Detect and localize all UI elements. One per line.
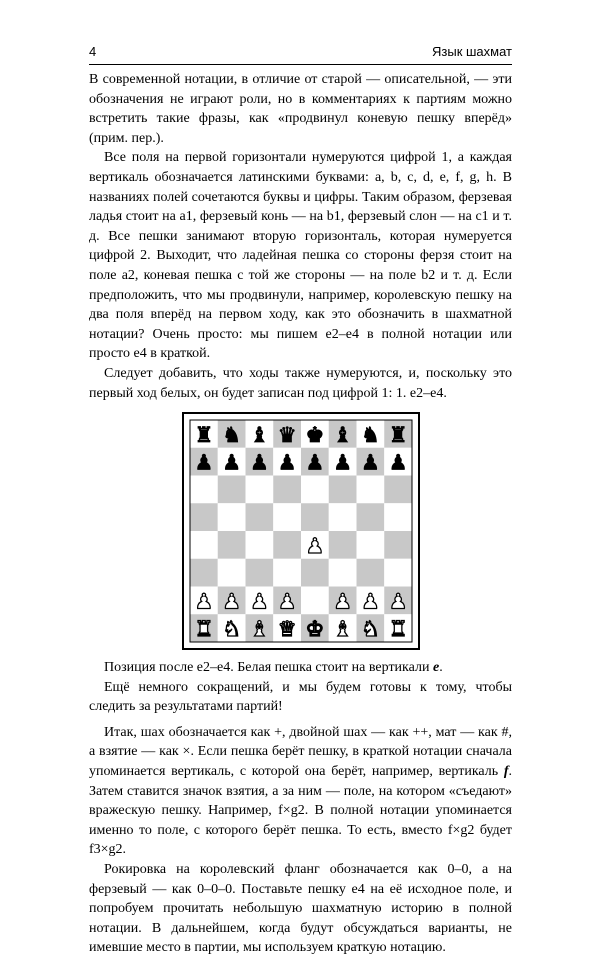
board-square xyxy=(190,503,218,531)
chessboard xyxy=(182,412,420,650)
board-square xyxy=(384,476,412,504)
black-pawn-icon: ♟ xyxy=(193,450,213,475)
board-square xyxy=(328,503,356,531)
black-pawn-icon: ♟ xyxy=(332,450,352,475)
board-square xyxy=(217,476,245,504)
board-square xyxy=(245,503,273,531)
paragraph-5 xyxy=(89,723,512,860)
white-bishop-icon: ♝ xyxy=(332,617,352,642)
board-square xyxy=(273,531,301,559)
board-square xyxy=(301,559,329,587)
board-square xyxy=(273,503,301,531)
paragraph-4: Ещё немного сокращений, и мы будем готовы к тому, чтобы следить за результатами партий! xyxy=(89,679,512,715)
black-pawn-icon: ♟ xyxy=(249,450,269,475)
white-rook-icon: ♜ xyxy=(388,617,408,642)
board-square xyxy=(190,559,218,587)
page-header xyxy=(89,44,512,62)
board-square xyxy=(384,531,412,559)
board-square xyxy=(273,476,301,504)
white-pawn-icon: ♟ xyxy=(277,589,297,614)
chessboard-figure xyxy=(89,412,512,650)
board-square xyxy=(384,503,412,531)
white-bishop-icon: ♝ xyxy=(249,617,269,642)
board-square xyxy=(273,559,301,587)
board-square xyxy=(384,559,412,587)
black-king-icon: ♚ xyxy=(304,422,324,447)
board-square xyxy=(245,476,273,504)
board-square xyxy=(356,476,384,504)
board-square xyxy=(356,559,384,587)
black-rook-icon: ♜ xyxy=(193,422,213,447)
running-head: Язык шахмат xyxy=(432,44,512,59)
board-square xyxy=(217,559,245,587)
board-square xyxy=(190,531,218,559)
white-pawn-icon: ♟ xyxy=(388,589,408,614)
white-pawn-icon: ♟ xyxy=(360,589,380,614)
board-caption xyxy=(89,658,512,678)
black-bishop-icon: ♝ xyxy=(249,422,269,447)
black-pawn-icon: ♟ xyxy=(360,450,380,475)
paragraph-5-file-letter: f xyxy=(503,764,509,780)
board-square xyxy=(301,476,329,504)
paragraph-2: Все поля на первой горизонтали нумеруются цифрой 1, а каждая вертикаль обозначается латинскими буквами: a, b, c, d, e, f, g, h. В названиях полей сочетаются буквы и цифры. Таким образом, ферзевая ладья стоит на a1, ферзевый конь — на b1, ферзевый слон — на c1 и т. д. Все пешки занимают вторую горизонталь, которая нумеруется цифрой 2. Выходит, что ладейная пешка со стороны ферзя стоит на поле a2, коневая пешка с той же стороны — на поле b2 и т. д. Если предположить, что мы продвинули, например, королевскую пешку на два поля вперёд на первом ходу, как это обозначить в шахматной нотации? Очень просто: мы пишем e2–e4 в полной нотации или просто e4 в краткой. xyxy=(89,150,512,362)
black-knight-icon: ♞ xyxy=(221,422,241,447)
white-pawn-icon: ♟ xyxy=(304,533,324,558)
caption-end: . xyxy=(439,660,443,676)
board-square xyxy=(217,503,245,531)
caption-text: Позиция после e2–e4. Белая пешка стоит на вертикали xyxy=(104,660,433,676)
white-pawn-icon: ♟ xyxy=(332,589,352,614)
page-number: 4 xyxy=(89,44,97,59)
board-square xyxy=(328,531,356,559)
white-knight-icon: ♞ xyxy=(221,617,241,642)
page-body xyxy=(89,70,512,958)
board-square xyxy=(245,559,273,587)
board-square xyxy=(356,531,384,559)
paragraph-5-part-b: . Затем ставится значок взятия, а за ним — поле, на котором «съедают» вражескую пешку. Например, f×g2. В полной нотации упоминается именно то поле, с которого берёт пешка. То есть, вместо f×g2 будет f3×g2. xyxy=(89,764,512,858)
board-square xyxy=(328,559,356,587)
white-rook-icon: ♜ xyxy=(193,617,213,642)
paragraph-1: В современной нотации, в отличие от старой — описательной, — эти обозначения не играют роли, но в комментариях к партиям можно встретить такие фразы, как «продвинул коневую пешку вперёд» (прим. пер.). xyxy=(89,72,512,146)
black-pawn-icon: ♟ xyxy=(304,450,324,475)
paragraph-3: Следует добавить, что ходы также нумеруются, и, поскольку это первый ход белых, он будет записан под цифрой 1: 1. e2–e4. xyxy=(89,365,512,401)
white-pawn-icon: ♟ xyxy=(193,589,213,614)
black-rook-icon: ♜ xyxy=(388,422,408,447)
caption-file-letter: e xyxy=(432,660,440,676)
header-rule xyxy=(89,64,512,65)
black-pawn-icon: ♟ xyxy=(388,450,408,475)
board-square xyxy=(301,503,329,531)
board-square xyxy=(301,587,329,615)
white-king-icon: ♚ xyxy=(304,617,324,642)
board-square xyxy=(217,531,245,559)
paragraph-6: Рокировка на королевский фланг обозначается как 0–0, а на ферзевый — как 0–0–0. Поставьте пешку e4 на её исходное поле, и попробуем прочитать небольшую шахматную историю в полной нотации. В дальнейшем, когда будут обсуждаться варианты, не имевшие место в партии, мы используем краткую нотацию. xyxy=(89,862,512,956)
black-queen-icon: ♛ xyxy=(277,422,297,447)
white-queen-icon: ♛ xyxy=(277,617,297,642)
white-pawn-icon: ♟ xyxy=(221,589,241,614)
white-knight-icon: ♞ xyxy=(360,617,380,642)
board-square xyxy=(356,503,384,531)
black-knight-icon: ♞ xyxy=(360,422,380,447)
board-square xyxy=(245,531,273,559)
black-pawn-icon: ♟ xyxy=(277,450,297,475)
black-bishop-icon: ♝ xyxy=(332,422,352,447)
board-square xyxy=(190,476,218,504)
board-square xyxy=(328,476,356,504)
white-pawn-icon: ♟ xyxy=(249,589,269,614)
paragraph-5-part-a: Итак, шах обозначается как +, двойной шах — как ++, мат — как #, а взятие — как ×. Если пешка берёт пешку, в краткой нотации сначала упоминается вертикаль, с которой она берёт, например, вертикаль xyxy=(89,724,512,780)
black-pawn-icon: ♟ xyxy=(221,450,241,475)
